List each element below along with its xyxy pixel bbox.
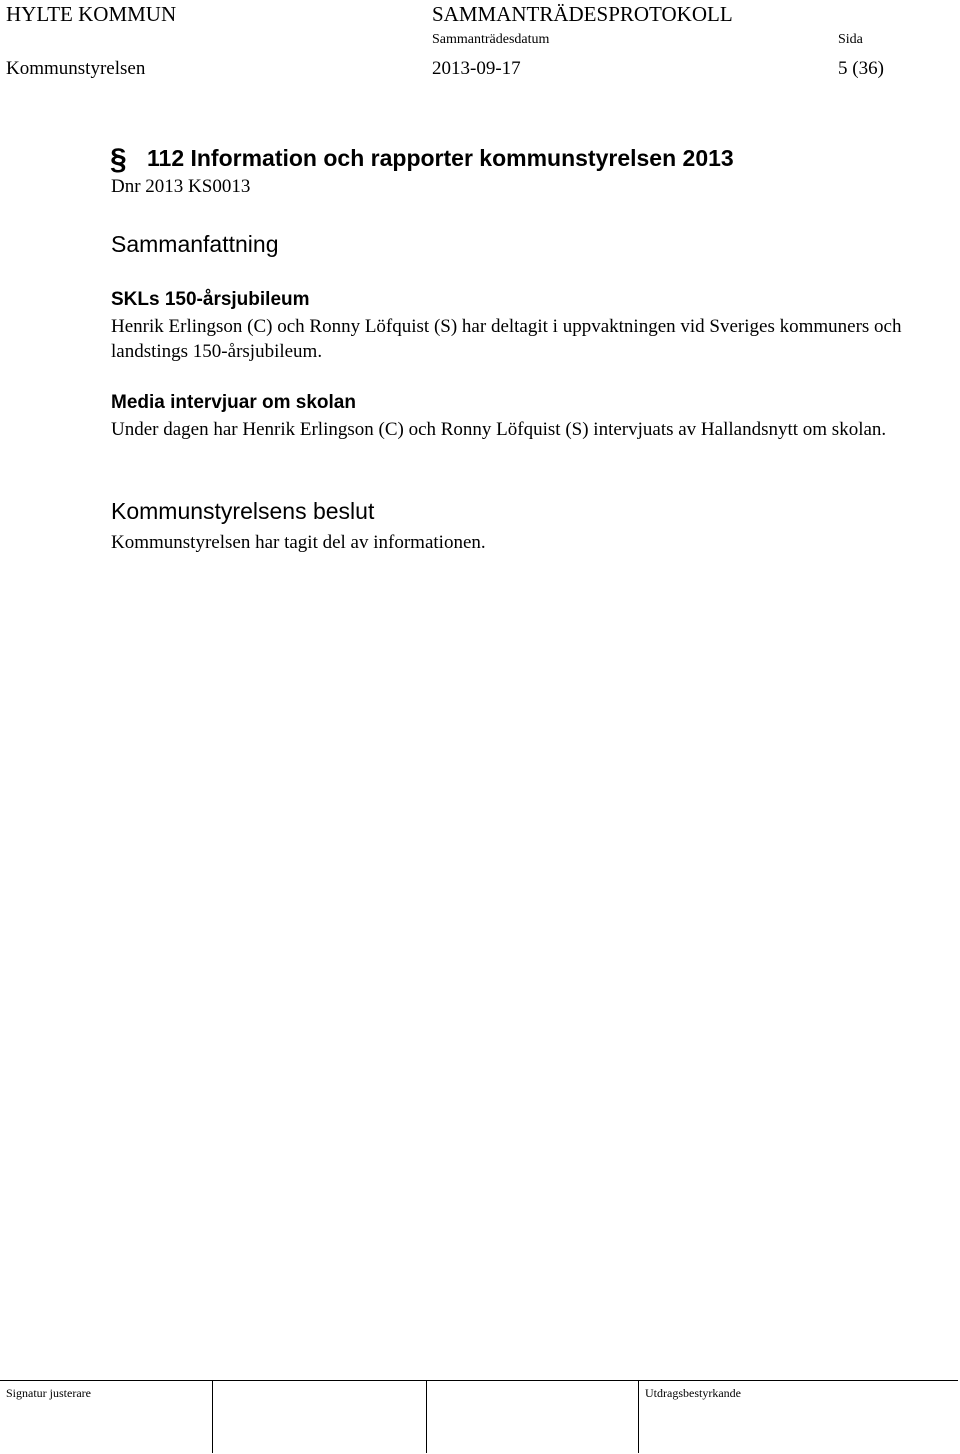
page-label: Sida — [838, 32, 863, 47]
signature-blank-cell-1 — [212, 1381, 427, 1453]
page-number: 5 (36) — [838, 58, 884, 79]
governing-body: Kommunstyrelsen — [6, 58, 146, 79]
extract-certification-cell — [638, 1381, 959, 1453]
decision-heading: Kommunstyrelsens beslut — [111, 498, 375, 524]
registration-number: Dnr 2013 KS0013 — [111, 176, 251, 197]
item-heading-media: Media intervjuar om skolan — [111, 392, 356, 413]
item-text-anniversary: Henrik Erlingson (C) och Ronny Löfquist (S) har deltagit i uppvaktningen vid Sveriges kommuners och landstings 150-årsjubileum. — [111, 316, 902, 362]
document-type: SAMMANTRÄDESPROTOKOLL — [432, 2, 733, 26]
organization-name: HYLTE KOMMUN — [6, 2, 177, 26]
extract-certification-label: Utdragsbestyrkande — [645, 1386, 741, 1400]
signature-footer — [0, 1380, 958, 1453]
summary-heading: Sammanfattning — [111, 231, 279, 257]
item-text-media: Under dagen har Henrik Erlingson (C) och Ronny Löfquist (S) intervjuats av Hallandsnytt om skolan. — [111, 419, 887, 440]
signature-cell — [0, 1381, 212, 1453]
section-symbol: § — [110, 143, 127, 176]
meeting-date: 2013-09-17 — [432, 58, 521, 79]
signature-blank-cell-2 — [426, 1381, 639, 1453]
signature-label: Signatur justerare — [6, 1386, 91, 1400]
decision-text: Kommunstyrelsen har tagit del av informationen. — [111, 532, 486, 553]
section-title: 112 Information och rapporter kommunstyrelsen 2013 — [147, 145, 734, 171]
meeting-date-label: Sammanträdesdatum — [432, 32, 550, 47]
item-heading-anniversary: SKLs 150-årsjubileum — [111, 289, 310, 310]
